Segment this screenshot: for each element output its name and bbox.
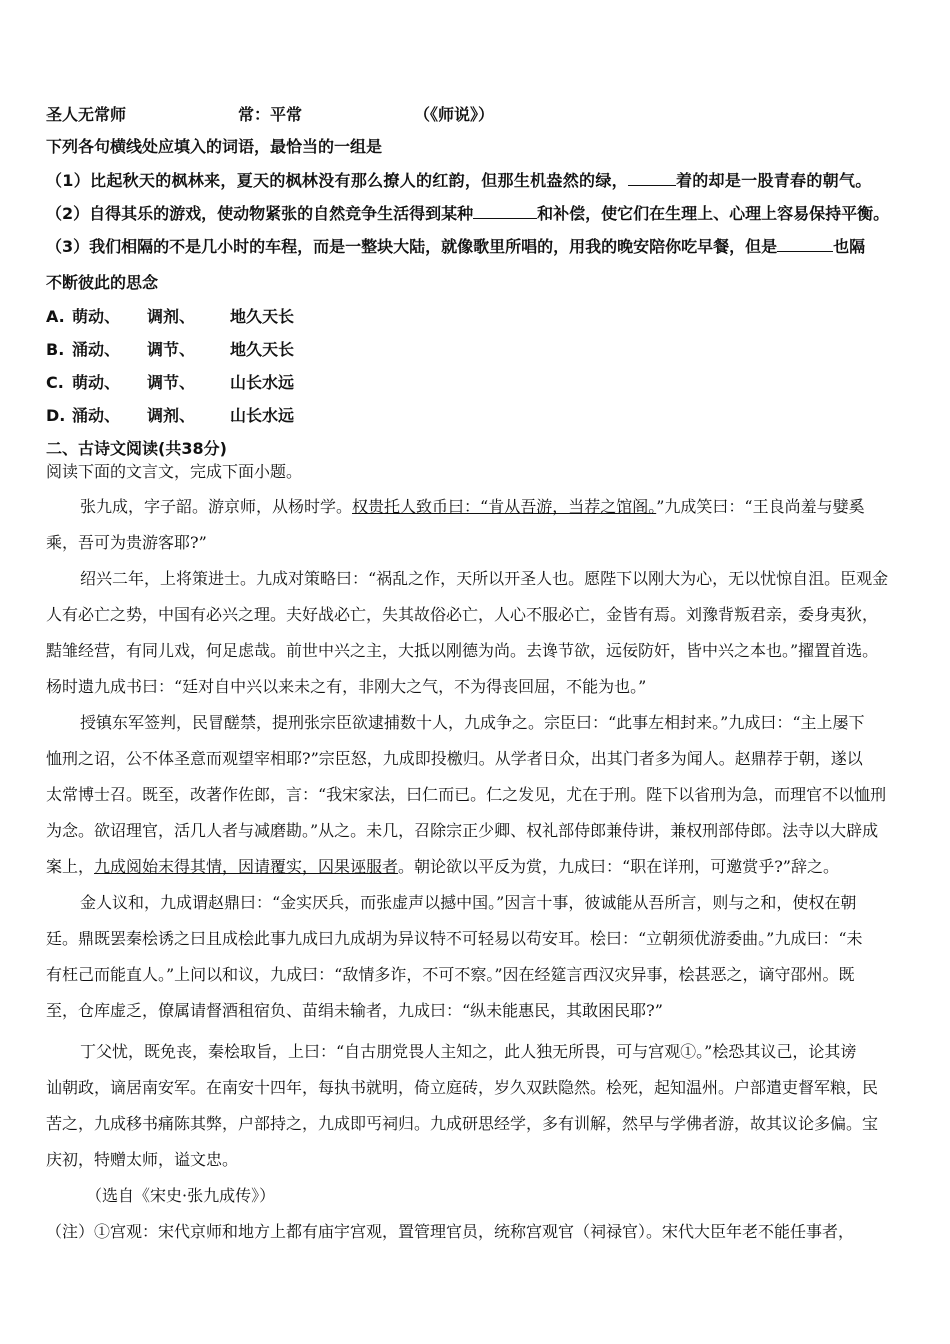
option-word-3: 地久天长 <box>230 340 295 359</box>
passage-text: 张九成，字子韶。游京师，从杨时学。 <box>80 497 353 516</box>
passage-p2-line4: 杨时遗九成书曰：“廷对自中兴以来未之有，非刚大之气，不为得丧回屈，不能为也。” <box>46 677 647 696</box>
sentence-2-end: 和补偿，使它们在生理上、心理上容易保持平衡。 <box>537 204 890 223</box>
blank-2 <box>473 204 537 219</box>
sentence-2 <box>46 204 889 224</box>
underlined-sentence-2: 九成阅始末得其情，因请覆实，囚果诬服者 <box>94 857 399 876</box>
option-c <box>46 373 295 393</box>
option-d <box>46 406 295 426</box>
vocab-source: （《师说》） <box>414 105 495 124</box>
option-letter: A. <box>46 307 65 326</box>
passage-p4-line2: 廷。鼎既罢秦桧诱之曰且成桧此事九成曰九成胡为异议特不可轻易以苟安耳。桧曰：“立朝须优游委曲。”九成曰：“未 <box>46 929 863 948</box>
vocab-meaning: 常：平常 <box>238 105 303 124</box>
passage-p2-line3: 黠雏经营，有同儿戏，何足虑哉。前世中兴之主，大抵以刚德为尚。去谗节欲，远佞防奸，皆中兴之本也。”擢置首选。 <box>46 641 879 660</box>
footnote: （注）①宫观：宋代京师和地方上都有庙宇宫观，置管理官员，统称宫观官（祠禄官）。宋代大臣年老不能任事者， <box>46 1222 855 1241</box>
sentence-1 <box>46 171 872 191</box>
passage-p1-line2: 乘，吾可为贵游客耶?” <box>46 533 207 552</box>
passage-text: 。朝论欲以平反为赏，九成曰：“职在详刑，可邀赏乎?”辞之。 <box>398 857 839 876</box>
section-title: 二、古诗文阅读(共38分) <box>46 439 227 458</box>
passage-p5-line1: 丁父忧，既免丧，秦桧取旨，上曰：“自古朋党畏人主知之，此人独无所畏，可与宫观①。”桧恐其议己，论其谤 <box>80 1042 857 1061</box>
option-word-3: 山长水远 <box>230 373 295 392</box>
passage-p4-line3: 有枉己而能直人。”上问以和议，九成曰：“敌情多诈，不可不察。”因在经筵言西汉灾异事，桧甚恶之，谪守邵州。既 <box>46 965 855 984</box>
question-prompt: 下列各句横线处应填入的词语，最恰当的一组是 <box>46 137 383 156</box>
option-word-2: 调剂、 <box>147 406 196 425</box>
passage-source: （选自《宋史·张九成传》） <box>86 1186 276 1205</box>
passage-p3-line4: 为念。欲诏理官，活几人者与减磨勘。”从之。未几，召除宗正少卿、权礼部侍郎兼侍讲，兼权刑部侍郎。法寺以大辟成 <box>46 821 879 840</box>
sentence-3 <box>46 237 865 257</box>
sentence-3-continued: 不断彼此的思念 <box>46 273 159 292</box>
section-instruction: 阅读下面的文言文，完成下面小题。 <box>46 462 303 481</box>
option-letter: C. <box>46 373 64 392</box>
sentence-1-end: 着的却是一股青春的朝气。 <box>675 171 872 190</box>
option-word-3: 山长水远 <box>230 406 295 425</box>
passage-p4-line1: 金人议和，九成谓赵鼎曰：“金实厌兵，而张虚声以撼中国。”因言十事，彼诚能从吾所言，则与之和，使权在朝 <box>80 893 857 912</box>
passage-p4-line4: 至，仓库虚乏，僚属请督酒租宿负、苗绢未输者，九成曰：“纵未能惠民，其敢困民耶?” <box>46 1001 663 1020</box>
sentence-2-start: （2）自得其乐的游戏，使动物紧张的自然竞争生活得到某种 <box>46 204 474 223</box>
option-b <box>46 340 295 360</box>
option-word-1: 涌动、 <box>72 340 121 359</box>
option-word-2: 调节、 <box>147 340 196 359</box>
passage-text: ”九成笑曰：“王良尚羞与嬖奚 <box>656 497 865 516</box>
option-word-1: 萌动、 <box>72 373 121 392</box>
passage-p2-line1: 绍兴二年，上将策进士。九成对策略曰：“祸乱之作，天所以开圣人也。愿陛下以刚大为心，无以忧惊自沮。臣观金 <box>80 569 889 588</box>
sentence-3-end: 也隔 <box>833 237 866 256</box>
option-letter: D. <box>46 406 66 425</box>
passage-p3-line3: 太常博士召。既至，改著作佐郎，言：“我宋家法，曰仁而已。仁之发见，尤在于刑。陛下以省刑为急，而理官不以恤刑 <box>46 785 887 804</box>
option-a <box>46 307 295 327</box>
option-letter: B. <box>46 340 65 359</box>
option-word-2: 调节、 <box>147 373 196 392</box>
blank-3 <box>777 237 833 252</box>
passage-p3-line5 <box>46 857 839 877</box>
passage-p3-line1: 授镇东军签判，民冒醝禁，提刑张宗臣欲逮捕数十人，九成争之。宗臣曰：“此事左相封来。”九成曰：“主上屡下 <box>80 713 865 732</box>
passage-p1-line1 <box>80 497 865 517</box>
option-word-3: 地久天长 <box>230 307 295 326</box>
option-word-1: 涌动、 <box>72 406 121 425</box>
passage-p5-line4: 庆初，特赠太师，谥文忠。 <box>46 1150 239 1169</box>
blank-1 <box>628 171 676 186</box>
passage-p5-line3: 苦之，九成移书痛陈其弊，户部持之，九成即丐祠归。九成研思经学，多有训解，然早与学佛者游，故其议论多偏。宝 <box>46 1114 879 1133</box>
vocab-term: 圣人无常师 <box>46 105 127 124</box>
passage-p3-line2: 恤刑之诏，公不体圣意而观望宰相耶?”宗臣怒，九成即投檄归。从学者日众，出其门者多为闻人。赵鼎荐于朝，遂以 <box>46 749 863 768</box>
passage-text: 案上， <box>46 857 95 876</box>
sentence-3-start: （3）我们相隔的不是几小时的车程，而是一整块大陆，就像歌里所唱的，用我的晚安陪你吃早餐，但是 <box>46 237 778 256</box>
option-word-1: 萌动、 <box>72 307 121 326</box>
vocab-entry <box>46 102 906 122</box>
passage-p5-line2: 讪朝政，谪居南安军。在南安十四年，每执书就明，倚立庭砖，岁久双趺隐然。桧死，起知温州。户部遣吏督军粮，民 <box>46 1078 879 1097</box>
sentence-1-start: （1）比起秋天的枫林来，夏天的枫林没有那么撩人的红韵，但那生机盎然的绿， <box>46 171 628 190</box>
underlined-sentence-1: 权贵托人致币曰：“肯从吾游，当荐之馆阁。 <box>352 497 657 516</box>
option-word-2: 调剂、 <box>147 307 196 326</box>
passage-p2-line2: 人有必亡之势，中国有必兴之理。夫好战必亡，失其故俗必亡，人心不服必亡，金皆有焉。刘豫背叛君亲，委身夷狄， <box>46 605 879 624</box>
